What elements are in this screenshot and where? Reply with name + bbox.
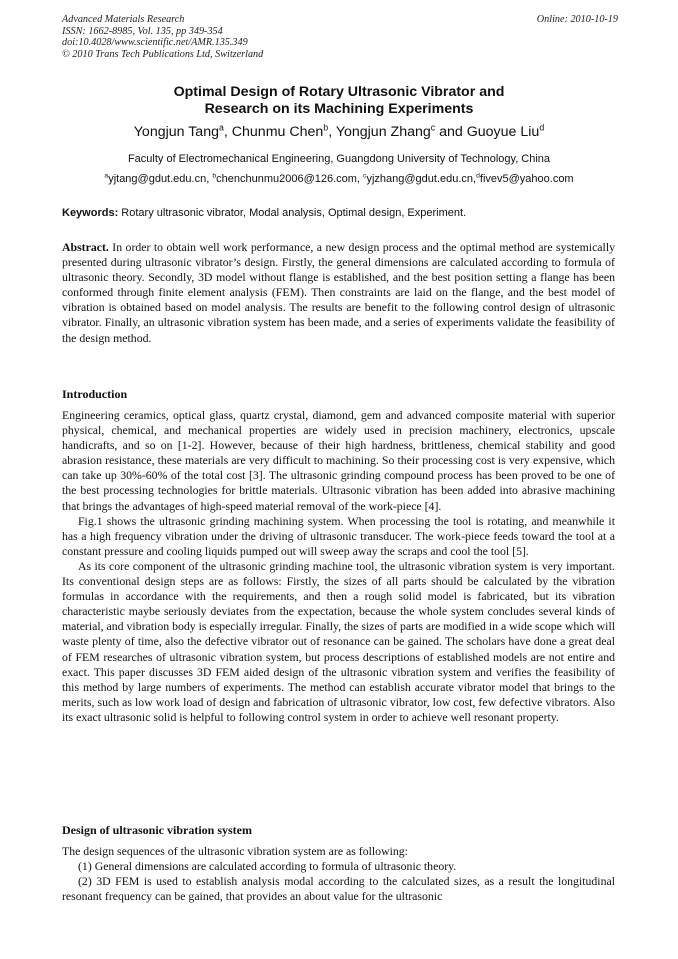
author-affiliation-mark: c (430, 122, 436, 133)
abstract-text: In order to obtain well work performance, a new design process and the optimal method are systemically presented during ultrasonic vibrator’s design. Firstly, the general dimensions are calculated according to formula of ultrasonic theory. Secondly, 3D model without flange is established, and the best position setting a flange has been conformed through finite element analysis (FEM). Then constraints are laid on the flange, and the best model of vibration is obtained based on model analysis. The results are benefit to the following control design of ultrasonic vibrator. Finally, an ultrasonic vibration system has been made, and a series of experiments validate the feasibility of the design method. (62, 240, 615, 345)
online-date: Online: 2010-10-19 (536, 14, 618, 25)
author-name: Yongjun Zhang (335, 124, 431, 140)
email-address[interactable]: fivev5@yahoo.com (479, 173, 574, 185)
keywords-text: Rotary ultrasonic vibrator, Modal analysis, Optimal design, Experiment. (118, 207, 467, 219)
affiliation: Faculty of Electromechanical Engineering, Guangdong University of Technology, China (127, 153, 551, 165)
email-mark: b (212, 172, 217, 180)
email-mark: d (476, 172, 480, 180)
keywords (62, 206, 618, 220)
author-emails (0, 172, 678, 186)
email-address[interactable]: yjtang@gdut.edu.cn, (108, 173, 213, 185)
design-body (62, 844, 615, 904)
author-separator: , (328, 124, 336, 140)
publication-header (62, 14, 618, 60)
section-heading-introduction: Introduction (62, 387, 128, 401)
list-item: (1) General dimensions are calculated according to formula of ultrasonic theory. (78, 859, 457, 874)
introduction-body (62, 408, 615, 725)
author-affiliation-mark: b (323, 122, 329, 133)
issn-volume: ISSN: 1662-8985, Vol. 135, pp 349-354 (62, 25, 223, 37)
author-name: Guoyue Liu (466, 124, 540, 140)
author-separator: and (435, 124, 467, 140)
paper-title-line-1: Optimal Design of Rotary Ultrasonic Vibrator and (173, 84, 505, 100)
paper-title (0, 84, 678, 118)
author-affiliation-mark: a (218, 122, 224, 133)
email-address[interactable]: chenchunmu2006@126.com, (216, 173, 364, 185)
abstract-label: Abstract. (62, 240, 109, 254)
journal-name: Advanced Materials Research (62, 14, 185, 25)
paragraph: Fig.1 shows the ultrasonic grinding machining system. When processing the tool is rotating, and meanwhile it has a high frequency vibration under the driving of ultrasonic transducer. The work-piece feeds toward the tool at a constant pressure and cooling liquids pumped out will sweep away the scraps and cool the tool [5]. (62, 513, 615, 558)
email-mark: a (104, 172, 109, 180)
paragraph: The design sequences of the ultrasonic vibration system are as following: (62, 844, 408, 858)
email-address[interactable]: yjzhang@gdut.edu.cn, (366, 173, 477, 185)
author-list (0, 124, 678, 141)
abstract (62, 240, 615, 346)
paper-title-line-2: Research on its Machining Experiments (204, 101, 474, 117)
keywords-label: Keywords: (62, 207, 119, 219)
doi-link[interactable]: doi:10.4028/www.scientific.net/AMR.135.349 (62, 37, 248, 49)
author-name: Yongjun Tang (133, 124, 219, 140)
paragraph: As its core component of the ultrasonic grinding machine tool, the ultrasonic vibration system is very important. Its conventional design steps are as follows: Firstly, the sizes of all parts should be calculated by the vibration formulas in accordance with the requirements, and then a rough solid model is fabricated, but its vibration characteristic maybe seriously deviates from the expectation, because the whole system concludes several kinds of material, and vibration body is especially irregular. Finally, the sizes of parts are modified in a wide scope which will waste plenty of time, also the defective vibrator out of resonance can be gained. The scholars have done a great deal of FEM researches of ultrasonic vibration system, but process descriptions of established models are not entire and exact. This paper discusses 3D FEM aided design of the ultrasonic vibration system and verifies the feasibility of this method by large numbers of experiments. The method can establish accurate vibrator model that brings to the merits, such as low work load of design and fabrication of ultrasonic vibrator, low cost, few defective vibrators. Also its exact ultrasonic solid is helpful to following control system in order to achieve well resonant property. (62, 558, 615, 724)
email-mark: c (363, 172, 367, 180)
author-affiliation-mark: d (539, 122, 545, 133)
copyright-line: © 2010 Trans Tech Publications Ltd, Switzerland (62, 48, 264, 60)
author-name: Chunmu Chen (231, 124, 324, 140)
paragraph: Engineering ceramics, optical glass, quartz crystal, diamond, gem and advanced composite material with superior physical, chemical, and mechanical properties are widely used in precision machinery, electronics, upscale handicrafts, and so on [1-2]. However, because of their high hardness, brittleness, chemical stability and good abrasion resistance, these materials are very difficult to machining. So their processing cost is very expensive, which can take up 30%-60% of the total cost [3]. The ultrasonic grinding compound process has been proved to be one of the best processing technologies for brittle materials. Ultrasonic vibration has been added into abrasive machining that brings the advantages of high-speed material removal of the work-piece [4]. (62, 408, 615, 513)
list-item: (2) 3D FEM is used to establish analysis modal according to the calculated sizes, as a result the longitudinal resonant frequency can be gained, that provides an about value for the ultrasonic (62, 874, 615, 904)
author-separator: , (223, 124, 232, 140)
section-heading-design: Design of ultrasonic vibration system (62, 823, 252, 837)
